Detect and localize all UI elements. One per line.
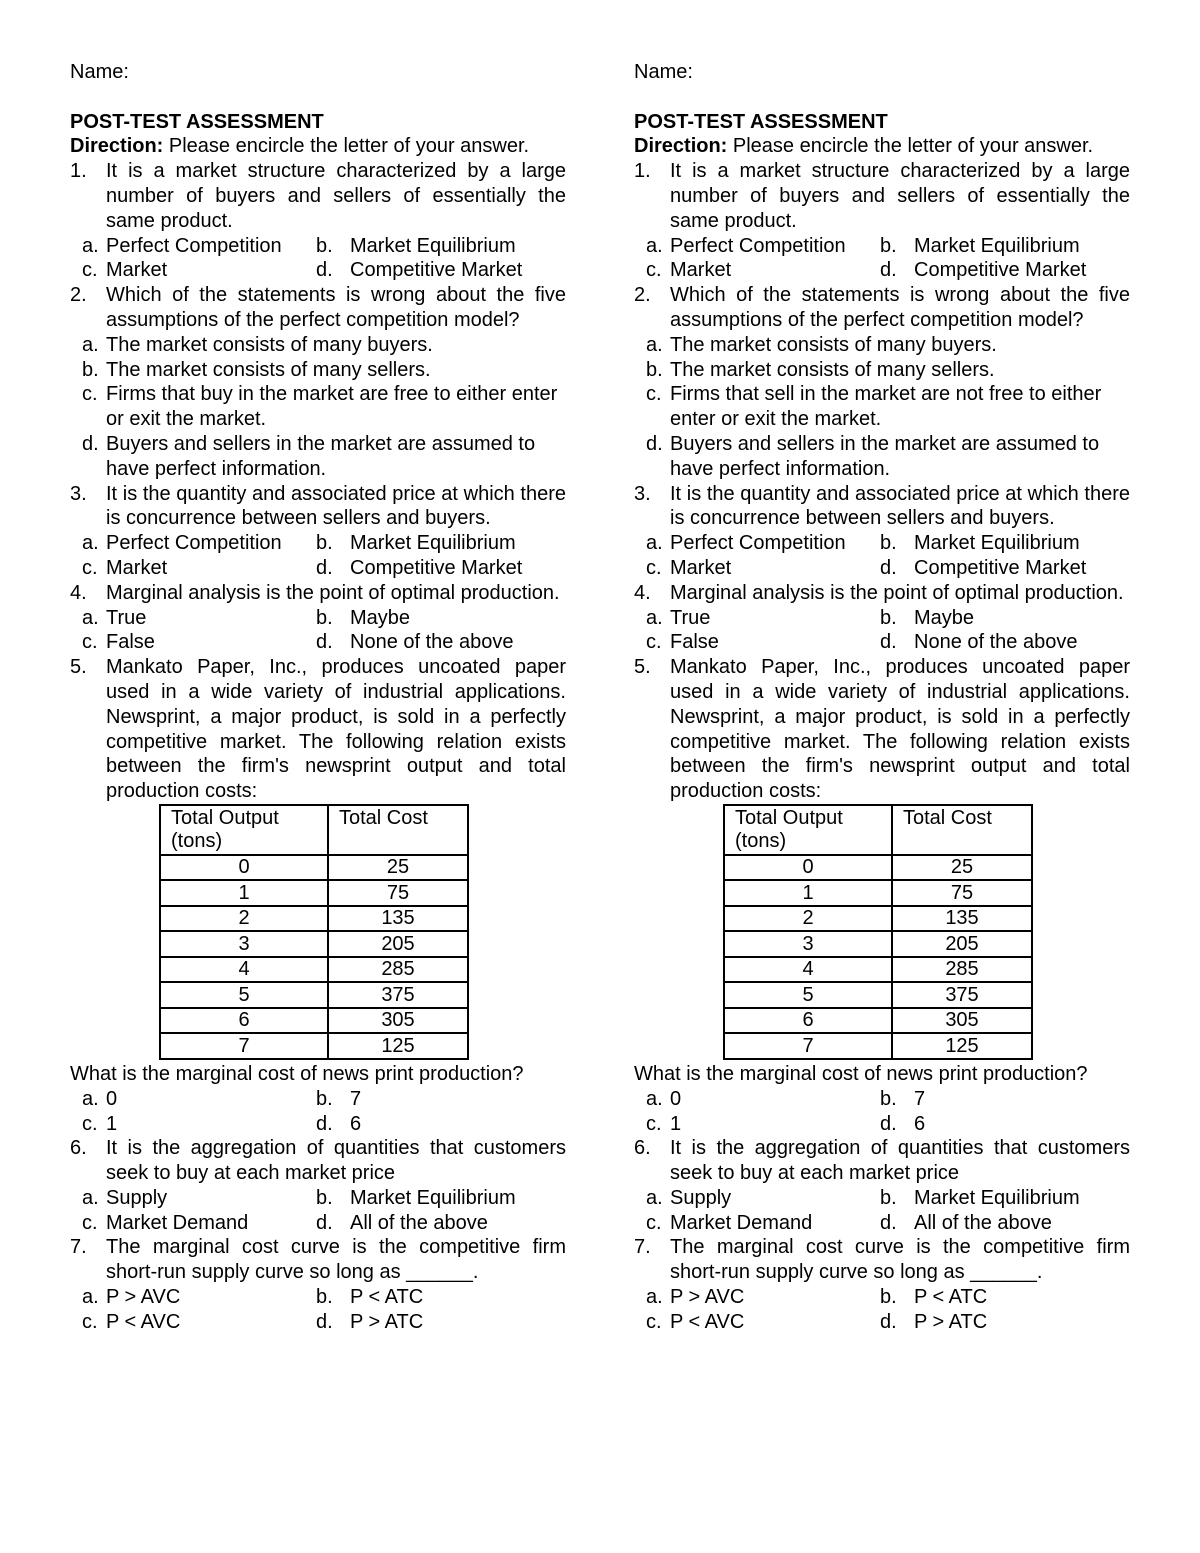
option-text: Market — [106, 556, 168, 579]
option-b[interactable] — [880, 606, 1130, 631]
table-row — [160, 1033, 468, 1059]
option-text: 6 — [914, 1112, 926, 1135]
option-letter: b. — [316, 1286, 333, 1309]
question-number: 6. — [634, 1137, 651, 1160]
cell-total-output: 4 — [724, 957, 892, 983]
option-a[interactable] — [634, 333, 1130, 358]
question-2 — [634, 283, 1130, 333]
option-letter: a. — [646, 333, 663, 356]
direction-text: Please encircle the letter of your answer. — [727, 135, 1094, 158]
option-letter: a. — [646, 606, 663, 629]
option-text: 0 — [106, 1087, 118, 1110]
option-b[interactable] — [880, 1087, 1130, 1112]
option-letter: b. — [880, 234, 897, 257]
question-text: It is the quantity and associated price at which there is concurrence between sellers and buyers. — [670, 482, 1130, 530]
direction-line — [634, 134, 1130, 159]
option-letter: c. — [646, 1112, 662, 1135]
direction-text: Please encircle the letter of your answer. — [163, 135, 530, 158]
option-letter: c. — [646, 1211, 662, 1234]
table-row — [160, 957, 468, 983]
cell-total-output: 3 — [724, 931, 892, 957]
cell-total-output: 5 — [160, 982, 328, 1008]
question-4 — [634, 581, 1130, 606]
option-letter: d. — [880, 1112, 897, 1135]
option-letter: b. — [316, 532, 333, 555]
option-text: The market consists of many buyers. — [106, 333, 433, 356]
question-2-options — [634, 333, 1130, 482]
option-text: Market — [670, 259, 732, 282]
table-row — [724, 1008, 1032, 1034]
option-text: Perfect Competition — [670, 234, 846, 257]
question-3 — [634, 482, 1130, 532]
option-d[interactable] — [880, 630, 1130, 655]
option-text: Perfect Competition — [106, 234, 282, 257]
option-d[interactable] — [316, 1112, 566, 1137]
option-a[interactable] — [634, 1285, 880, 1310]
cell-total-output: 6 — [724, 1008, 892, 1034]
option-text: P < AVC — [106, 1310, 181, 1333]
column-header-total-cost: Total Cost — [328, 805, 468, 855]
question-text: Mankato Paper, Inc., produces uncoated paper used in a wide variety of industrial applications. Newsprint, a major product, is sold in a perfectly competitive market. The following relation exists between the firm's newsprint output and total production costs: — [670, 656, 1130, 803]
cell-total-output: 4 — [160, 957, 328, 983]
option-letter: b. — [316, 1087, 333, 1110]
question-text: Which of the statements is wrong about the five assumptions of the perfect competition model? — [106, 284, 566, 331]
table-row — [724, 957, 1032, 983]
option-text: Competitive Market — [914, 556, 1087, 579]
option-letter: b. — [880, 1186, 897, 1209]
question-6-options — [70, 1186, 566, 1236]
option-letter: a. — [82, 1186, 99, 1209]
option-letter: b. — [880, 532, 897, 555]
option-c[interactable] — [70, 556, 316, 581]
spacer — [70, 85, 566, 110]
column-header-total-output: Total Output (tons) — [160, 805, 328, 855]
option-letter: a. — [82, 1286, 99, 1309]
question-text: Mankato Paper, Inc., produces uncoated paper used in a wide variety of industrial applications. Newsprint, a major product, is sold in a perfectly competitive market. The following relation exists between the firm's newsprint output and total production costs: — [106, 656, 566, 803]
option-letter: d. — [82, 432, 99, 455]
cell-total-cost: 135 — [328, 906, 468, 932]
cell-total-cost: 305 — [892, 1008, 1032, 1034]
option-text: Market — [106, 259, 168, 282]
option-d[interactable] — [880, 1112, 1130, 1137]
option-d[interactable] — [70, 432, 566, 482]
option-letter: c. — [82, 1112, 98, 1135]
option-c[interactable] — [70, 1211, 316, 1236]
option-letter: a. — [82, 234, 99, 257]
assessment-title: POST-TEST ASSESSMENT — [70, 110, 324, 133]
option-letter: a. — [646, 1286, 663, 1309]
question-number: 4. — [634, 581, 651, 604]
option-c[interactable] — [70, 1310, 316, 1335]
option-c[interactable] — [634, 1112, 880, 1137]
question-3-options — [70, 531, 566, 581]
option-text: 0 — [670, 1087, 682, 1110]
cell-total-cost: 305 — [328, 1008, 468, 1034]
option-letter: c. — [646, 631, 662, 654]
option-d[interactable] — [316, 258, 566, 283]
question-4 — [70, 581, 566, 606]
column-header-total-cost: Total Cost — [892, 805, 1032, 855]
question-text: Which of the statements is wrong about the five assumptions of the perfect competition model? — [670, 284, 1130, 331]
option-c[interactable] — [634, 1211, 880, 1236]
option-text: The market consists of many buyers. — [670, 333, 997, 356]
option-text: False — [106, 631, 155, 654]
table-row — [160, 880, 468, 906]
option-letter: a. — [82, 532, 99, 555]
option-letter: a. — [82, 606, 99, 629]
question-5 — [634, 655, 1130, 804]
option-c[interactable] — [634, 382, 1130, 432]
option-b[interactable] — [880, 234, 1130, 259]
question-1 — [634, 159, 1130, 233]
cell-total-cost: 285 — [892, 957, 1032, 983]
option-b[interactable] — [880, 531, 1130, 556]
cell-total-output: 0 — [160, 855, 328, 881]
table-row — [160, 906, 468, 932]
question-4-options — [70, 606, 566, 656]
option-text: P < ATC — [914, 1286, 988, 1309]
option-text: P > ATC — [350, 1310, 424, 1333]
direction-line — [70, 134, 566, 159]
option-text: Buyers and sellers in the market are assumed to have perfect information. — [106, 432, 536, 480]
option-text: Supply — [106, 1186, 168, 1209]
option-text: Market Demand — [106, 1211, 249, 1234]
question-number: 3. — [70, 482, 87, 505]
option-d[interactable] — [634, 432, 1130, 482]
column-header-total-output: Total Output (tons) — [724, 805, 892, 855]
option-letter: a. — [646, 1186, 663, 1209]
option-c[interactable] — [634, 1310, 880, 1335]
table-row — [724, 982, 1032, 1008]
cell-total-output: 7 — [724, 1033, 892, 1059]
option-text: Competitive Market — [350, 556, 523, 579]
option-text: None of the above — [350, 631, 514, 654]
assessment-title: POST-TEST ASSESSMENT — [634, 110, 888, 133]
cell-total-cost: 75 — [328, 880, 468, 906]
question-number: 6. — [70, 1137, 87, 1160]
question-1 — [70, 159, 566, 233]
option-letter: d. — [316, 1310, 333, 1333]
question-text: It is the quantity and associated price at which there is concurrence between sellers and buyers. — [106, 482, 566, 530]
name-field-label: Name: — [70, 61, 129, 83]
option-c[interactable] — [634, 556, 880, 581]
option-d[interactable] — [316, 1211, 566, 1236]
option-letter: b. — [880, 606, 897, 629]
cell-total-output: 2 — [724, 906, 892, 932]
option-letter: c. — [82, 259, 98, 282]
option-c[interactable] — [70, 630, 316, 655]
table-header-row — [160, 805, 468, 855]
option-d[interactable] — [316, 1310, 566, 1335]
table-row — [724, 855, 1032, 881]
option-a[interactable] — [70, 531, 316, 556]
option-a[interactable] — [70, 1186, 316, 1211]
right-test-copy — [634, 60, 1130, 1335]
option-text: 7 — [350, 1087, 362, 1110]
option-a[interactable] — [634, 1186, 880, 1211]
option-a[interactable] — [70, 234, 316, 259]
table-row — [160, 1008, 468, 1034]
question-number: 7. — [70, 1236, 87, 1259]
question-2 — [70, 283, 566, 333]
option-letter: a. — [646, 532, 663, 555]
option-text: P > ATC — [914, 1310, 988, 1333]
option-text: Buyers and sellers in the market are assumed to have perfect information. — [670, 432, 1100, 480]
cell-total-output: 0 — [724, 855, 892, 881]
option-text: P > AVC — [106, 1286, 181, 1309]
table-row — [160, 982, 468, 1008]
left-test-copy — [70, 60, 566, 1335]
question-text: The marginal cost curve is the competitive firm short-run supply curve so long as ______. — [670, 1236, 1130, 1284]
cell-total-cost: 205 — [328, 931, 468, 957]
option-letter: d. — [646, 432, 663, 455]
output-cost-table — [159, 804, 469, 1060]
option-letter: c. — [82, 1211, 98, 1234]
option-text: Competitive Market — [914, 259, 1087, 282]
cell-total-output: 3 — [160, 931, 328, 957]
cell-total-output: 7 — [160, 1033, 328, 1059]
cell-total-output: 2 — [160, 906, 328, 932]
option-letter: d. — [316, 259, 333, 282]
question-text: It is a market structure characterized by a large number of buyers and sellers of essentially the same product. — [670, 160, 1130, 232]
question-5-options — [70, 1087, 566, 1137]
cell-total-cost: 25 — [892, 855, 1032, 881]
option-text: P < ATC — [350, 1286, 424, 1309]
cell-total-cost: 75 — [892, 880, 1032, 906]
option-b[interactable] — [316, 1087, 566, 1112]
option-letter: c. — [82, 1310, 98, 1333]
option-text: All of the above — [350, 1211, 488, 1234]
question-number: 2. — [70, 284, 87, 307]
table-row — [160, 931, 468, 957]
cell-total-cost: 375 — [328, 982, 468, 1008]
option-a[interactable] — [634, 234, 880, 259]
cell-total-cost: 375 — [892, 982, 1032, 1008]
option-a[interactable] — [70, 1285, 316, 1310]
option-text: None of the above — [914, 631, 1078, 654]
option-c[interactable] — [70, 382, 566, 432]
cell-total-cost: 25 — [328, 855, 468, 881]
option-text: False — [670, 631, 719, 654]
option-a[interactable] — [634, 1087, 880, 1112]
question-7 — [634, 1235, 1130, 1285]
option-letter: d. — [316, 556, 333, 579]
option-letter: a. — [646, 234, 663, 257]
option-letter: d. — [880, 1310, 897, 1333]
option-b[interactable] — [316, 234, 566, 259]
option-letter: c. — [646, 1310, 662, 1333]
question-text: It is the aggregation of quantities that customers seek to buy at each market price — [106, 1137, 566, 1185]
option-d[interactable] — [316, 630, 566, 655]
option-letter: d. — [880, 556, 897, 579]
question-number: 1. — [70, 160, 87, 183]
cell-total-cost: 135 — [892, 906, 1032, 932]
direction-label: Direction: — [634, 135, 728, 158]
cell-total-cost: 125 — [892, 1033, 1032, 1059]
question-text: The marginal cost curve is the competitive firm short-run supply curve so long as ______. — [106, 1236, 566, 1284]
option-text: Market Equilibrium — [350, 1186, 516, 1209]
option-letter: b. — [880, 1286, 897, 1309]
cell-total-output: 5 — [724, 982, 892, 1008]
option-d[interactable] — [880, 556, 1130, 581]
option-text: The market consists of many sellers. — [670, 358, 995, 381]
option-letter: c. — [646, 556, 662, 579]
option-text: Perfect Competition — [670, 532, 846, 555]
question-5 — [70, 655, 566, 804]
question-number: 5. — [634, 656, 651, 679]
option-d[interactable] — [880, 258, 1130, 283]
option-b[interactable] — [880, 1186, 1130, 1211]
spacer — [634, 85, 1130, 110]
option-a[interactable] — [634, 606, 880, 631]
cell-total-cost: 205 — [892, 931, 1032, 957]
option-letter: d. — [880, 631, 897, 654]
table-row — [160, 855, 468, 881]
option-b[interactable] — [634, 358, 1130, 383]
option-text: Market Demand — [670, 1211, 813, 1234]
option-text: Market — [670, 556, 732, 579]
option-a[interactable] — [634, 531, 880, 556]
option-text: Maybe — [350, 606, 411, 629]
option-b[interactable] — [880, 1285, 1130, 1310]
option-letter: d. — [316, 631, 333, 654]
question-5-followup: What is the marginal cost of news print production? — [70, 1062, 524, 1085]
option-text: Market Equilibrium — [914, 532, 1080, 555]
option-a[interactable] — [70, 606, 316, 631]
question-6 — [634, 1136, 1130, 1186]
table-header-row — [724, 805, 1032, 855]
option-letter: a. — [82, 333, 99, 356]
option-text: 1 — [106, 1112, 118, 1135]
option-text: Competitive Market — [350, 259, 523, 282]
question-7-options — [70, 1285, 566, 1335]
table-row — [724, 1033, 1032, 1059]
option-b[interactable] — [316, 1285, 566, 1310]
question-number: 3. — [634, 482, 651, 505]
option-letter: c. — [646, 383, 662, 406]
question-2-options — [70, 333, 566, 482]
option-letter: b. — [316, 1186, 333, 1209]
option-text: True — [670, 606, 711, 629]
option-c[interactable] — [634, 630, 880, 655]
option-text: P < AVC — [670, 1310, 745, 1333]
question-text: It is a market structure characterized by a large number of buyers and sellers of essentially the same product. — [106, 160, 566, 232]
option-letter: d. — [880, 259, 897, 282]
question-7 — [70, 1235, 566, 1285]
option-text: Market Equilibrium — [914, 1186, 1080, 1209]
option-text: Market Equilibrium — [914, 234, 1080, 257]
option-text: Market Equilibrium — [350, 532, 516, 555]
option-text: P > AVC — [670, 1286, 745, 1309]
table-row — [724, 931, 1032, 957]
question-number: 7. — [634, 1236, 651, 1259]
question-text: It is the aggregation of quantities that customers seek to buy at each market price — [670, 1137, 1130, 1185]
option-c[interactable] — [70, 258, 316, 283]
question-3 — [70, 482, 566, 532]
option-d[interactable] — [880, 1211, 1130, 1236]
cell-total-output: 1 — [160, 880, 328, 906]
option-letter: b. — [880, 1087, 897, 1110]
option-letter: c. — [82, 383, 98, 406]
question-number: 2. — [634, 284, 651, 307]
question-1-options — [70, 234, 566, 284]
option-d[interactable] — [880, 1310, 1130, 1335]
option-b[interactable] — [316, 1186, 566, 1211]
option-text: Market Equilibrium — [350, 234, 516, 257]
option-text: All of the above — [914, 1211, 1052, 1234]
option-text: The market consists of many sellers. — [106, 358, 431, 381]
option-letter: c. — [82, 556, 98, 579]
option-letter: a. — [82, 1087, 99, 1110]
question-number: 4. — [70, 581, 87, 604]
question-text: Marginal analysis is the point of optimal production. — [106, 581, 560, 604]
direction-label: Direction: — [70, 135, 164, 158]
option-letter: d. — [316, 1211, 333, 1234]
option-b[interactable] — [316, 531, 566, 556]
question-number: 1. — [634, 160, 651, 183]
option-text: Firms that buy in the market are free to either enter or exit the market. — [106, 383, 558, 431]
option-text: 7 — [914, 1087, 926, 1110]
question-4-options — [634, 606, 1130, 656]
cell-total-output: 6 — [160, 1008, 328, 1034]
cell-total-cost: 125 — [328, 1033, 468, 1059]
question-3-options — [634, 531, 1130, 581]
option-letter: d. — [316, 1112, 333, 1135]
table-row — [724, 880, 1032, 906]
question-1-options — [634, 234, 1130, 284]
output-cost-table — [723, 804, 1033, 1060]
option-c[interactable] — [70, 1112, 316, 1137]
question-6 — [70, 1136, 566, 1186]
option-letter: c. — [82, 631, 98, 654]
option-letter: c. — [646, 259, 662, 282]
option-text: Perfect Competition — [106, 532, 282, 555]
cell-total-cost: 285 — [328, 957, 468, 983]
option-text: True — [106, 606, 147, 629]
option-a[interactable] — [70, 333, 566, 358]
option-text: Firms that sell in the market are not free to either enter or exit the market. — [670, 383, 1102, 431]
option-letter: a. — [646, 1087, 663, 1110]
option-a[interactable] — [70, 1087, 316, 1112]
question-5-followup: What is the marginal cost of news print production? — [634, 1062, 1088, 1085]
option-b[interactable] — [70, 358, 566, 383]
question-7-options — [634, 1285, 1130, 1335]
name-field-label: Name: — [634, 61, 693, 83]
option-d[interactable] — [316, 556, 566, 581]
option-letter: b. — [316, 606, 333, 629]
option-letter: b. — [646, 358, 663, 381]
question-number: 5. — [70, 656, 87, 679]
option-letter: b. — [316, 234, 333, 257]
option-text: 1 — [670, 1112, 682, 1135]
question-6-options — [634, 1186, 1130, 1236]
question-text: Marginal analysis is the point of optimal production. — [670, 581, 1124, 604]
cell-total-output: 1 — [724, 880, 892, 906]
option-text: Supply — [670, 1186, 732, 1209]
option-c[interactable] — [634, 258, 880, 283]
option-b[interactable] — [316, 606, 566, 631]
option-text: Maybe — [914, 606, 975, 629]
option-text: 6 — [350, 1112, 362, 1135]
table-row — [724, 906, 1032, 932]
option-letter: b. — [82, 358, 99, 381]
option-letter: d. — [880, 1211, 897, 1234]
question-5-options — [634, 1087, 1130, 1137]
